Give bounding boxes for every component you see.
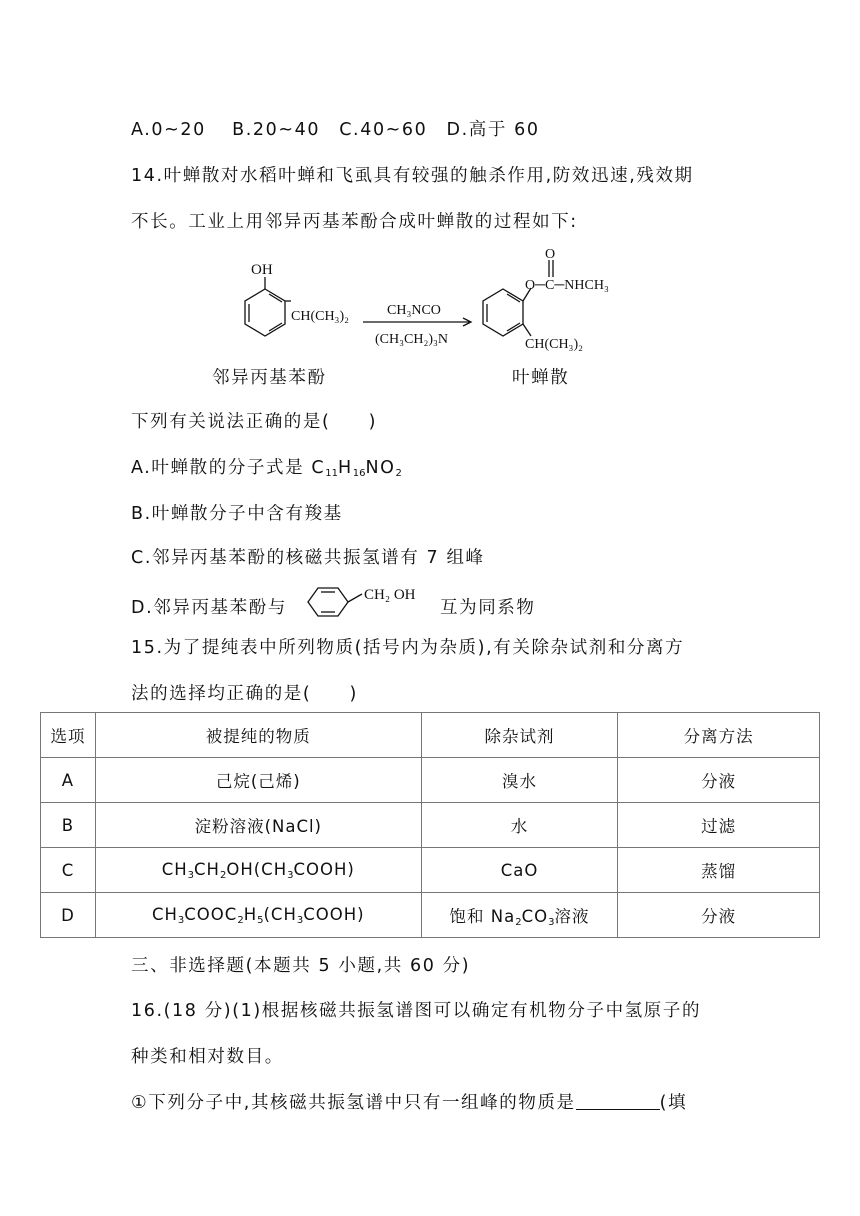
q14-stem-line2: 不长。工业上用邻异丙基苯酚合成叶蝉散的过程如下: — [131, 212, 578, 232]
table-row — [41, 893, 820, 938]
header-reagent: 除杂试剂 — [421, 713, 618, 758]
table-row — [41, 758, 820, 803]
q14-option-b: B.叶蝉散分子中含有羧基 — [131, 504, 343, 524]
header-method: 分离方法 — [618, 713, 820, 758]
reactant-substituent: CH(CH₃)₂ — [291, 309, 349, 324]
answer-blank[interactable] — [576, 1093, 660, 1110]
purification-table — [40, 712, 820, 938]
q16-line3-prefix: ①下列分子中,其核磁共振氢谱中只有一组峰的物质是 — [131, 1093, 576, 1113]
section-3-heading: 三、非选择题(本题共 5 小题,共 60 分) — [131, 956, 471, 976]
row-b-substance: 淀粉溶液(NaCl) — [95, 803, 421, 848]
row-a-option: A — [41, 758, 96, 803]
row-d-option: D — [41, 893, 96, 938]
row-a-method: 分液 — [618, 758, 820, 803]
row-d-method: 分液 — [618, 893, 820, 938]
option-d-prefix: D.邻异丙基苯酚与 — [131, 598, 287, 618]
benzyl-ch2oh: CH₂ OH — [364, 587, 416, 603]
reactant-name: 邻异丙基苯酚 — [212, 368, 327, 388]
row-a-reagent: 溴水 — [421, 758, 618, 803]
reactant-oh: OH — [251, 262, 273, 278]
row-c-substance: $CH_3CH_2OH(CH_3COOH)$ — [95, 848, 421, 893]
table-row — [41, 848, 820, 893]
q15-stem-line2: 法的选择均正确的是( ) — [131, 684, 358, 704]
reagent-bottom: (CH₃CH₂)₃N — [375, 332, 448, 347]
q14-option-d — [131, 594, 287, 619]
q14-stem-line1: 14.叶蝉散对水稻叶蝉和飞虱具有较强的触杀作用,防效迅速,残效期 — [131, 166, 694, 186]
product-name: 叶蝉散 — [512, 368, 570, 388]
row-b-method: 过滤 — [618, 803, 820, 848]
row-d-reagent: 饱和 $Na_2CO_3$溶液 — [421, 893, 618, 938]
q16-line1: 16.(18 分)(1)根据核磁共振氢谱图可以确定有机物分子中氢原子的 — [131, 1001, 702, 1021]
product-chain: O─C─NHCH₃ — [525, 278, 609, 293]
row-a-substance: 己烷(己烯) — [95, 758, 421, 803]
table-header-row — [41, 713, 820, 758]
option-a-formula: $C_{11}H_{16}NO_2$ — [311, 458, 402, 479]
header-substance: 被提纯的物质 — [95, 713, 421, 758]
reagent-top: CH₃NCO — [387, 303, 441, 318]
option-a-text: A.叶蝉散的分子式是 — [131, 458, 312, 478]
row-c-method: 蒸馏 — [618, 848, 820, 893]
q16-line2: 种类和相对数目。 — [131, 1047, 284, 1067]
row-d-substance: $CH_3COOC_2H_5(CH_3COOH)$ — [95, 893, 421, 938]
row-c-reagent: CaO — [421, 848, 618, 893]
benzyl-alcohol-structure — [294, 582, 434, 622]
table-row — [41, 803, 820, 848]
product-substituent: CH(CH₃)₂ — [525, 337, 583, 352]
q14-option-c: C.邻异丙基苯酚的核磁共振氢谱有 7 组峰 — [131, 548, 485, 568]
row-b-option: B — [41, 803, 96, 848]
q13-options: A.0~20 B.20~40 C.40~60 D.高于 60 — [131, 120, 540, 140]
header-option: 选项 — [41, 713, 96, 758]
row-c-option: C — [41, 848, 96, 893]
row-b-reagent: 水 — [421, 803, 618, 848]
q16-line3-suffix: (填 — [659, 1093, 688, 1113]
q14-prompt: 下列有关说法正确的是( ) — [131, 412, 378, 432]
q14-option-d-suffix: 互为同系物 — [440, 598, 536, 618]
q15-stem-line1: 15.为了提纯表中所列物质(括号内为杂质),有关除杂试剂和分离方 — [131, 638, 685, 658]
q14-option-a — [131, 454, 402, 479]
q16-line3 — [131, 1089, 687, 1114]
product-carbonyl-o: O — [545, 247, 556, 262]
